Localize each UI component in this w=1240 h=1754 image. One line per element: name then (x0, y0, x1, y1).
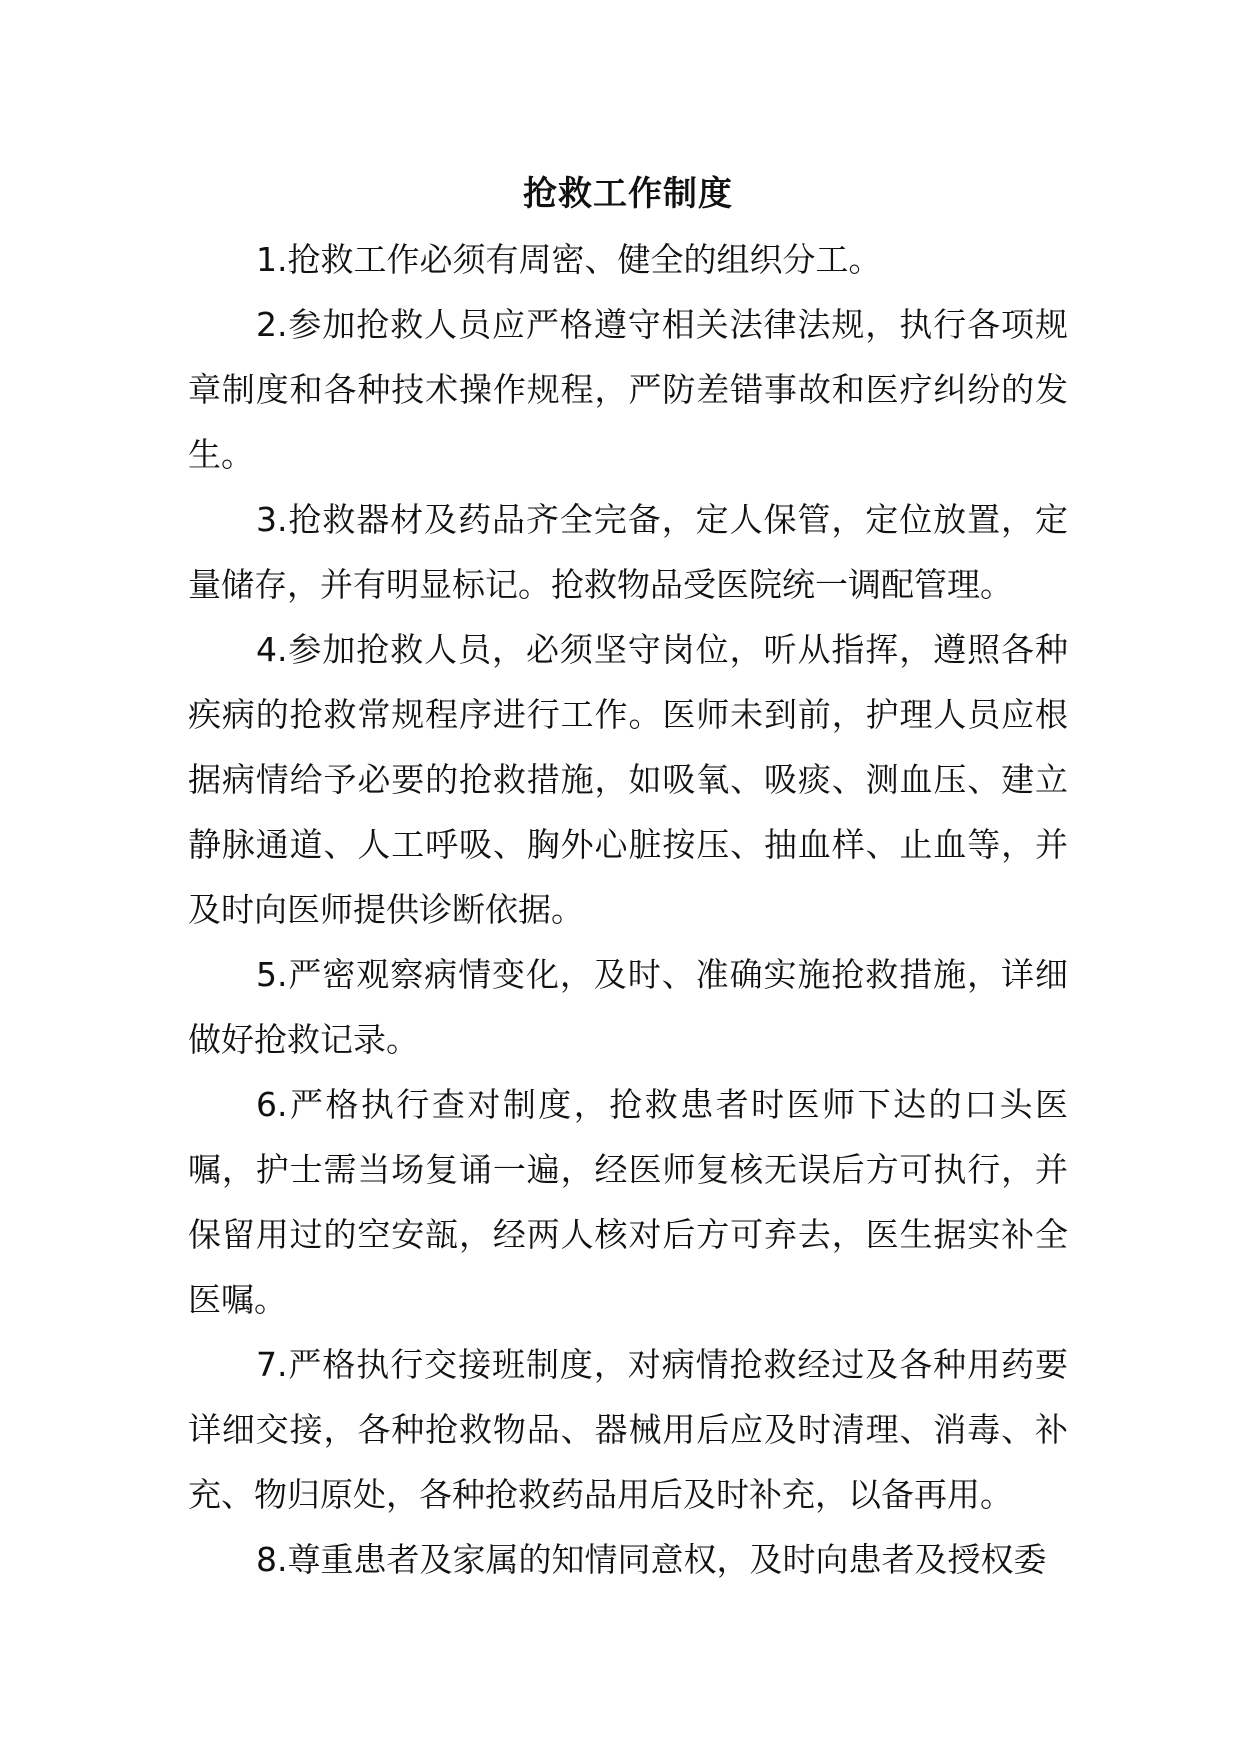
document-title: 抢救工作制度 (523, 174, 733, 214)
paragraph-1: 1.抢救工作必须有周密、健全的组织分工。 (256, 240, 882, 279)
paragraph-6: 6.严格执行查对制度，抢救患者时医师下达的口头医嘱，护士需当场复诵一遍，经医师复核无误后方可执行，并保留用过的空安瓿，经两人核对后方可弃去，医生据实补全医嘱。 (188, 1085, 1068, 1319)
paragraph-5: 5.严密观察病情变化，及时、准确实施抢救措施，详细做好抢救记录。 (188, 955, 1068, 1059)
paragraph-2: 2.参加抢救人员应严格遵守相关法律法规，执行各项规章制度和各种技术操作规程，严防差错事故和医疗纠纷的发生。 (188, 305, 1068, 474)
document-body (188, 162, 1068, 1592)
paragraph-7: 7.严格执行交接班制度，对病情抢救经过及各种用药要详细交接，各种抢救物品、器械用后应及时清理、消毒、补充、物归原处，各种抢救药品用后及时补充，以备再用。 (188, 1345, 1068, 1514)
paragraph-4: 4.参加抢救人员，必须坚守岗位，听从指挥，遵照各种疾病的抢救常规程序进行工作。医师未到前，护理人员应根据病情给予必要的抢救措施，如吸氧、吸痰、测血压、建立静脉通道、人工呼吸、胸外心脏按压、抽血样、止血等，并及时向医师提供诊断依据。 (188, 630, 1068, 929)
paragraph-3: 3.抢救器材及药品齐全完备，定人保管，定位放置，定量储存，并有明显标记。抢救物品受医院统一调配管理。 (188, 500, 1068, 604)
paragraph-8: 8.尊重患者及家属的知情同意权，及时向患者及授权委 (256, 1540, 1047, 1579)
